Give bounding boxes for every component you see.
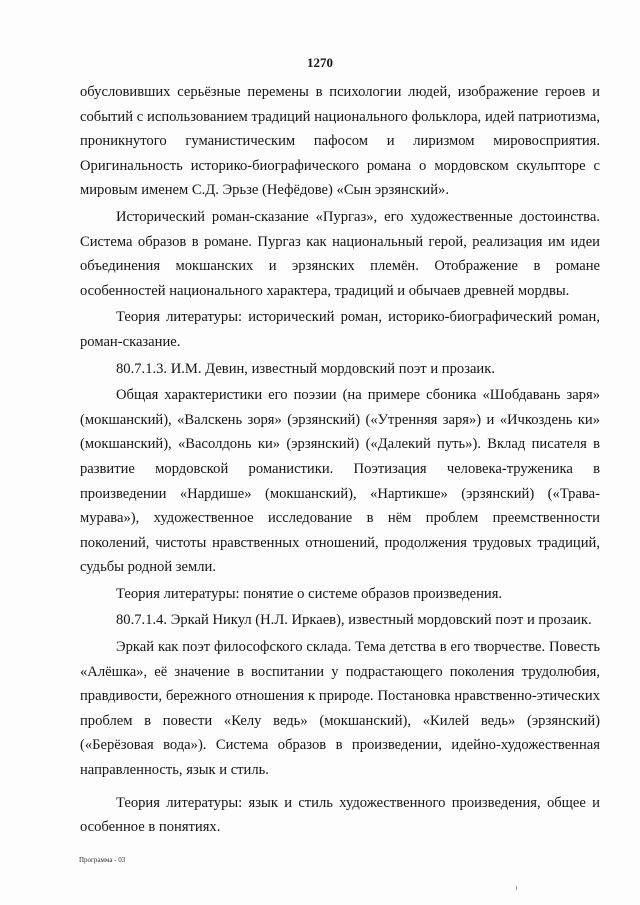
section-heading: 80.7.1.3. И.М. Девин, известный мордовский поэт и прозаик. — [116, 360, 495, 377]
page-number: 1270 — [307, 55, 333, 70]
paragraph: Теория литературы: понятие о системе образов произведения. — [116, 585, 503, 602]
page-body — [80, 80, 600, 840]
paragraph: Теория литературы: язык и стиль художественного произведения, общее и особенное в понятиях. — [80, 794, 600, 836]
paragraph: обусловивших серьёзные перемены в психологии людей, изображение героев и событий с использованием традиций национального фольклора, идей патриотизма, проникнутого гуманистическим пафосом и лиризмом мировосприятия. Оригинальность историко-биографического романа о мордовском скульпторе с мировым именем С.Д. Эрьзе (Нефёдове) «Сын эрзянский». — [80, 84, 600, 199]
footer-label: Программа - 03 — [79, 856, 126, 864]
paragraph: Теория литературы: исторический роман, историко-биографический роман, роман-сказание. — [80, 309, 600, 350]
paragraph: Эркай как поэт философского склада. Тема детства в его творчестве. Повесть «Алёшка», её значение в воспитании у подрастающего поколения трудолюбия, правдивости, бережного отношения к природе. Постановка нравственно-этических проблем в повести «Келу ведь» (мокшанский), «Килей ведь» (эрзянский) («Берёзовая вода»). Система образов в произведении, идейно-художественная направленность, язык и стиль. — [80, 639, 600, 779]
scan-mark — [516, 886, 517, 890]
paragraph: Исторический роман-сказание «Пургаз», его художественные достоинства. Система образов в романе. Пургаз как национальный герой, реализация им идеи объединения мокшанских и эрзянских племён. Отображение в романе особенностей национального характера, традиций и обычаев древней мордвы. — [80, 208, 600, 299]
paragraph: Общая характеристики его поэзии (на примере сбоника «Шобдавань заря» (мокшанский), «Валскень зоря» (эрзянский) («Утренняя заря») и «Ичкоздень ки» (мокшанский), «Васолдонь ки» (эрзянский) («Далекий путь»). Вклад писателя в развитие мордовской романистики. Поэтизация человека-труженика в произведении «Нардише» (мокшанский), «Нартикше» (эрзянский) («Трава-мурава»), художественное исследование в нём проблем преемственности поколений, чистоты нравственных отношений, продолжения трудовых традиций, судьбы родной земли. — [80, 387, 600, 576]
section-heading: 80.7.1.4. Эркай Никул (Н.Л. Иркаев), известный мордовский поэт и прозаик. — [116, 612, 592, 629]
